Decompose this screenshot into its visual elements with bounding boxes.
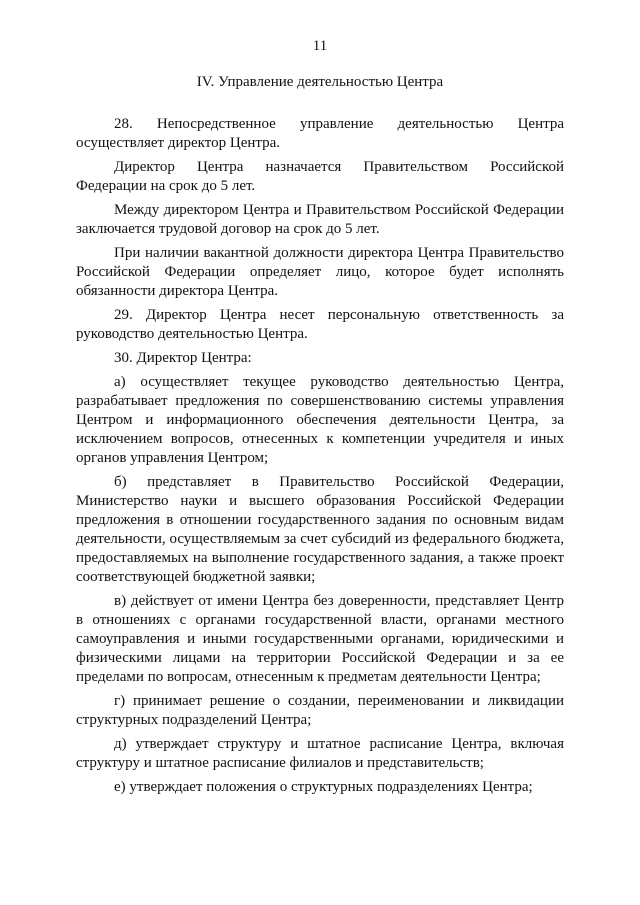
list-item-b: б) представляет в Правительство Российской Федерации, Министерство науки и высшего образования Российской Федерации предложения в отношении государственного задания по основным видам деятельности, осуществляемым за счет субсидий из федерального бюджета, предоставляемых на выполнение государственного задания, а также проект соответствующей бюджетной заявки;	[76, 474, 564, 585]
paragraph-employment-contract: Между директором Центра и Правительством Российской Федерации заключается трудовой договор на срок до 5 лет.	[76, 202, 564, 237]
paragraph-30: 30. Директор Центра:	[114, 350, 252, 366]
list-item-e: е) утверждает положения о структурных подразделениях Центра;	[114, 779, 533, 795]
list-item-g: г) принимает решение о создании, переименовании и ликвидации структурных подразделений Центра;	[76, 693, 564, 728]
paragraph-director-appointment: Директор Центра назначается Правительством Российской Федерации на срок до 5 лет.	[76, 159, 564, 194]
paragraph-29: 29. Директор Центра несет персональную ответственность за руководство деятельностью Центра.	[76, 307, 564, 342]
list-item-v: в) действует от имени Центра без доверенности, представляет Центр в отношениях с органами государственной власти, органами местного самоуправления и иными государственными органами, юридическими и физическими лицами на территории Российской Федерации и за ее пределами по вопросам, отнесенным к предметам деятельности Центра;	[76, 593, 564, 685]
document-body	[76, 115, 564, 802]
paragraph-28: 28. Непосредственное управление деятельностью Центра осуществляет директор Центра.	[76, 116, 564, 151]
list-item-d: д) утверждает структуру и штатное расписание Центра, включая структуру и штатное расписание филиалов и представительств;	[76, 736, 564, 771]
list-item-a: а) осуществляет текущее руководство деятельностью Центра, разрабатывает предложения по совершенствованию системы управления Центром и информационного обеспечения деятельности Центра, за исключением вопросов, отнесенных к компетенции учредителя и иных органов управления Центром;	[76, 374, 564, 466]
section-title: IV. Управление деятельностью Центра	[196, 74, 444, 90]
page-number: 11	[312, 38, 328, 54]
paragraph-vacancy: При наличии вакантной должности директора Центра Правительство Российской Федерации определяет лицо, которое будет исполнять обязанности директора Центра.	[76, 245, 564, 299]
